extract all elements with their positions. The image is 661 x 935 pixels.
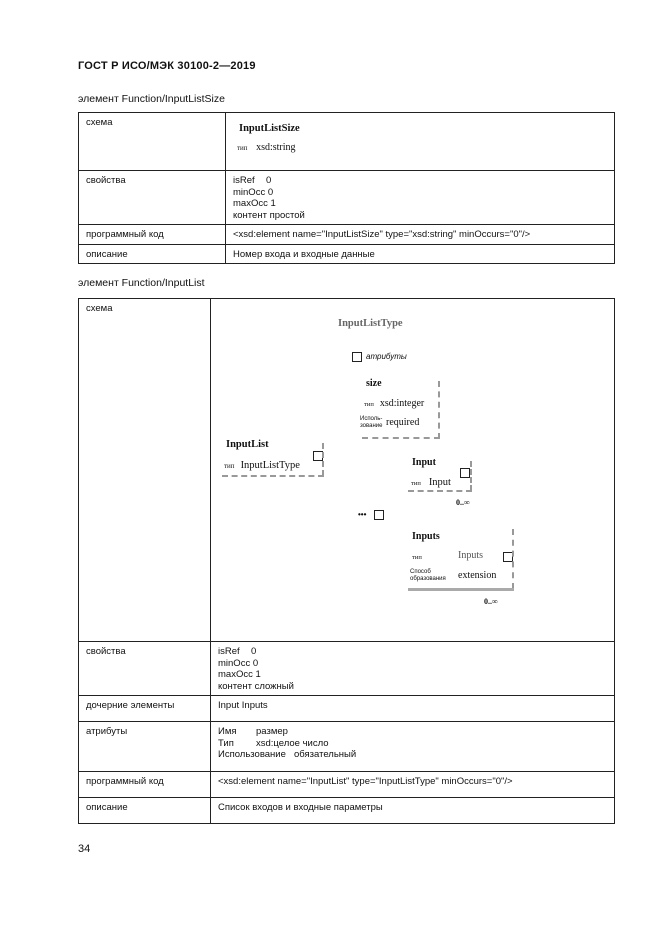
description-label: описание (79, 798, 211, 824)
code-label: программный код (79, 225, 226, 245)
main-frame-right (322, 443, 324, 476)
input-expand-icon (460, 468, 470, 478)
prop-value: 0 (266, 175, 272, 186)
prop-key: maxOcc (233, 198, 268, 209)
inputs-frame-bottom (408, 588, 514, 591)
prop-value: 1 (270, 198, 276, 209)
section1-table (78, 112, 615, 264)
prop-key: minOcc (233, 186, 266, 198)
size-frame-bottom (362, 437, 440, 439)
attributes-cell (211, 722, 615, 772)
size-use-label: Исполь-зование (360, 416, 383, 429)
main-element-name: InputList (226, 439, 269, 450)
description-label: описание (79, 244, 226, 264)
inputs-occurrence: 0..∞ (484, 597, 498, 606)
sequence-expand-icon (374, 510, 384, 520)
prop-key: isRef (233, 175, 255, 186)
inputs-deriv-value: extension (458, 570, 497, 581)
attr-key: Тип (218, 737, 234, 749)
main-type-label: тип (224, 462, 235, 470)
prop-key: контент (233, 209, 267, 221)
attr-value: xsd:целое число (256, 737, 329, 749)
section1-caption: элемент Function/InputListSize (78, 93, 225, 105)
prop-key: minOcc (218, 657, 251, 669)
schema-label: схема (79, 113, 226, 171)
input-frame-right (470, 461, 472, 491)
attr-value: размер (256, 726, 288, 737)
properties-label: свойства (79, 642, 211, 696)
section2-caption: элемент Function/InputList (78, 277, 205, 289)
properties-cell (211, 642, 615, 696)
sequence-icon: ••• (358, 510, 367, 519)
prop-key: maxOcc (218, 669, 253, 680)
prop-value: сложный (254, 680, 294, 692)
schema-diagram (218, 303, 608, 633)
inputs-type-label: тип (412, 554, 422, 561)
prop-value: 0 (251, 646, 257, 657)
inputs-frame-right (512, 529, 514, 589)
input-type-label: тип (411, 480, 421, 487)
prop-value: простой (269, 209, 305, 221)
inputs-name: Inputs (412, 531, 440, 542)
schema-element-name: InputListSize (239, 123, 300, 134)
schema-diagram-cell (211, 299, 615, 642)
schema-type-label: тип (237, 143, 248, 152)
list-type-title: InputListType (338, 318, 403, 329)
page-number: 34 (78, 843, 91, 855)
size-name: size (366, 378, 382, 389)
document-header: ГОСТ Р ИСО/МЭК 30100-2—2019 (78, 60, 256, 72)
attr-key: Имя (218, 726, 237, 737)
size-frame-right (438, 381, 440, 439)
children-value: Input Inputs (211, 696, 615, 722)
code-label: программный код (79, 772, 211, 798)
properties-label: свойства (79, 171, 226, 225)
prop-value: 0 (252, 657, 259, 669)
size-type-label: тип (364, 401, 374, 408)
inputs-deriv-label: Способ образования (410, 569, 446, 582)
attributes-label: атрибуты (79, 722, 211, 772)
schema-type-value: xsd:string (256, 141, 296, 153)
input-frame-bottom (408, 490, 472, 492)
section2-table (78, 298, 615, 824)
prop-value: 0 (267, 186, 274, 198)
attr-key: Использование (218, 749, 286, 760)
size-type-value: xsd:integer (379, 398, 425, 409)
prop-value: 1 (255, 669, 261, 680)
input-name: Input (412, 457, 436, 468)
prop-key: контент (218, 680, 252, 692)
size-use-value: required (386, 417, 420, 428)
schema-cell (226, 113, 615, 171)
input-occurrence: 0..∞ (456, 498, 470, 507)
attributes-box-icon (352, 352, 362, 362)
properties-cell (226, 171, 615, 225)
attributes-label: атрибуты (366, 352, 407, 361)
schema-label: схема (79, 299, 211, 642)
main-type-value: InputListType (240, 460, 300, 471)
input-type-value: Input (428, 477, 451, 488)
attr-value: обязательный (294, 749, 357, 760)
prop-key: isRef (218, 646, 240, 657)
description-value: Список входов и входные параметры (211, 798, 615, 824)
inputs-type-value: Inputs (458, 550, 483, 561)
code-value: <xsd:element name="InputList" type="InputListType" minOccurs="0"/> (211, 772, 615, 798)
main-frame-bottom (222, 475, 324, 477)
children-label: дочерние элементы (79, 696, 211, 722)
code-value: <xsd:element name="InputListSize" type="xsd:string" minOccurs="0"/> (226, 225, 615, 245)
description-value: Номер входа и входные данные (226, 244, 615, 264)
